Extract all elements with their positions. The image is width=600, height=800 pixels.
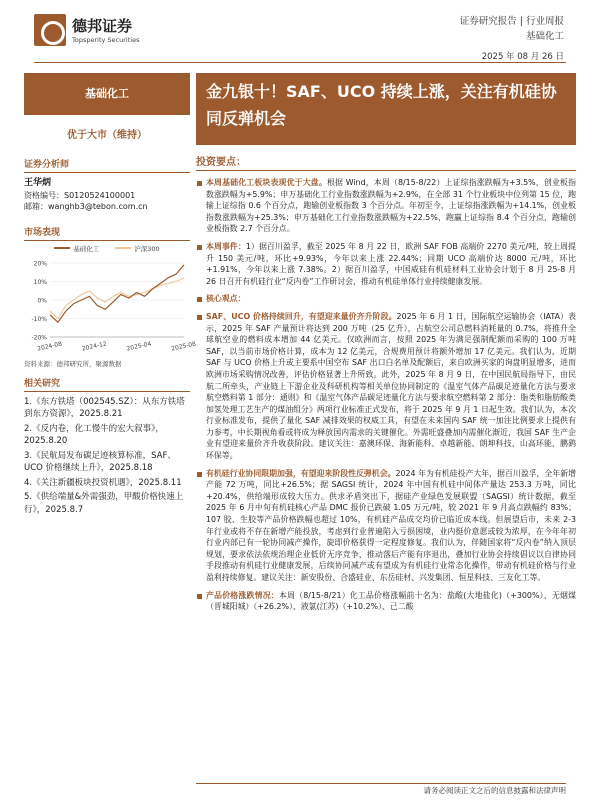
cert-label: 资格编号： bbox=[24, 190, 64, 200]
legend-swatch-csi300 bbox=[115, 247, 131, 249]
related-item[interactable]: 1.《东方铁塔（002545.SZ）：从东方铁塔到东方资源》，2025.8.21 bbox=[24, 396, 185, 419]
y-tick-label: 10% bbox=[33, 278, 47, 286]
bullet-text: 2025 年 6 月 1 日，国际航空运输协会（IATA）表示，2025 年 SAF 产量预计将达到 200 万吨（25 亿升），占航空公司总燃料消耗量的 0.7%，将推升全球航空业的燃料成本增加 44 亿美元。仅欧洲而言，按照 2025 年为满足强制配额而采购的 100 万吨 SAF，以当前市场价格计算，成本为 12 亿美元，合规费用预计将额外增加 17 亿美元。我们认为，近期 SAF 与 UCO 价格上升或主要系中国空布 SAF 出口白名单及配额后，来自欧洲买家的询盘明显增多，进而欧洲市场采购情况改善，评估价格显著上升所致。此外，2025 年 8 月 9 日，在中国民航局指导下，由民航二所牵头，产业链上下游企业及科研机构等相关单位协同制定的《温室气体产品碳足迹量化方法与要求航空燃料第 1 部分：通则》和《温室气体产品碳足迹量化方法与要求航空燃料第 2 部分：脂类和脂肪酸类加氢处理工艺生产的煤油组分》两项行业标准正式发布，将于 2025 年 9 月 1 日起生效。我们认为，本次行业标准发布，提供了量化 SAF 减排效果的权威工具，有望在未来国内 SAF 统一加注比例要求上提供有力参考，中长期视角看或将成为释放国内需求的关键催化。外需旺盛叠加内需催化渐近，我国 SAF 生产企业有望迎来量价齐升收获阶段。建议关注：嘉澳环保、海新能科、卓越新能、朗坤科技、山高环能、鹏鹞环保等。 bbox=[206, 311, 576, 461]
bullet-saf-uco bbox=[196, 311, 576, 462]
legend-item-csi300 bbox=[115, 244, 159, 253]
main-content bbox=[196, 73, 576, 613]
legend-item-chem bbox=[54, 244, 99, 253]
x-tick-label: 2025-08 bbox=[170, 340, 197, 353]
legend-swatch-chem bbox=[54, 247, 70, 249]
y-tick-label: -20% bbox=[31, 334, 47, 341]
x-tick-label: 2025-04 bbox=[126, 340, 153, 353]
related-item[interactable]: 5.《供给端量&外需强劲，甲酸价格快速上行》，2025.8.7 bbox=[24, 492, 184, 515]
y-tick-label: 20% bbox=[33, 260, 47, 267]
company-logo bbox=[34, 14, 164, 50]
footer-disclaimer: 请务必阅读正文之后的信息披露和法律声明 bbox=[423, 786, 566, 795]
bullet-lead: 产品价格涨跌情况： bbox=[206, 590, 279, 600]
bullet-silicone bbox=[196, 468, 576, 584]
sidebar bbox=[24, 73, 197, 518]
logo-name-cn: 德邦证券 bbox=[72, 17, 133, 35]
y-tick-label: -10% bbox=[31, 315, 47, 323]
related-item[interactable]: 2.《反内卷，化工慢牛的宏大叙事》，2025.8.20 bbox=[24, 423, 164, 446]
header-divider bbox=[34, 62, 566, 63]
bullet-lead: 本周基础化工板块表现优于大盘。 bbox=[206, 178, 327, 187]
report-type: 证券研究报告 | 行业周报 bbox=[459, 16, 564, 27]
legend-label-csi300: 沪深300 bbox=[134, 244, 160, 253]
bullet-prices bbox=[196, 590, 576, 613]
x-tick-label: 2024-08 bbox=[36, 340, 63, 353]
bullet-core-view bbox=[196, 293, 576, 305]
y-tick-label: 0% bbox=[37, 297, 47, 304]
related-list bbox=[24, 396, 190, 517]
sector-banner: 基础化工 bbox=[24, 73, 190, 115]
bullet-text: 根据 Wind，本周（8/15-8/22）上证综指涨跌幅为+3.5%，创业板指数涨跌幅为+5.9%；申万基础化工行业指数涨跌幅为+2.9%，在全部 31 个行业板块中位列第 15 位，跑输上证综指 0.6 个百分点，跑输创业板指数 3 个百分点。年初至今，上证综指涨跌幅为+14.1%，创业板指数涨跌幅为+25.3%；申万基础化工行业指数涨跌幅为+22.5%，跑赢上证综指 8.4 个百分点，跑输创业板指数 2.7 个百分点。 bbox=[206, 178, 576, 234]
related-heading: 相关研究 bbox=[24, 376, 190, 392]
analyst-info bbox=[24, 177, 190, 213]
report-title: 金九银十！SAF、UCO 持续上涨，关注有机硅协同反弹机会 bbox=[196, 73, 576, 145]
analyst-name: 王华炳 bbox=[24, 178, 52, 188]
bullet-text: 1）据百川盈孚，截至 2025 年 8 月 22 日，欧洲 SAF FOB 高端价 2270 美元/吨，较上周提升 150 美元/吨，环比+9.93%，今年以来上涨 22.44%；同期 UCO 高端价达 8000 元/吨，环比+1.91%，今年以来上涨 7.38%。2）据百川盈孚，中国威硅有机硅材料工业协会计划于 8 月 25-8 月 26 日召开有机硅行业“反内卷”工作研讨会，推动有机硅单体行业持续健康发展。 bbox=[206, 241, 576, 286]
analyst-heading: 证券分析师 bbox=[24, 157, 190, 173]
email-label: 邮箱： bbox=[24, 202, 48, 211]
related-item[interactable]: 3.《民航局发布碳足迹核算标准，SAF、UCO 价格继续上升》，2025.8.18 bbox=[24, 450, 176, 473]
logo-name-en: Topsperity Securities bbox=[72, 36, 140, 44]
bullet-market bbox=[196, 177, 576, 235]
chart-legend bbox=[24, 244, 190, 253]
report-industry: 基础化工 bbox=[525, 31, 564, 42]
chart-source: 资料来源：德邦研究所，聚源数据 bbox=[24, 359, 122, 368]
bullet-text: 2024 年为有机硅投产大年，据百川盈孚，全年新增产能 72 万吨，同比+26.5%；据 SAGSI 统计，2024 年中国有机硅中间体产量达 253.3 万吨，同比+20.4%，供给端形成较大压力。供求矛盾突出下，据硅产业绿色发展联盟（SAGSI）统计数据，截至 2025 年 6 月中旬有机硅核心产品 DMC 报价已跌破 1.05 万元/吨，较 2021 年 9 月高点跌幅约 83%；107 胶、生胶等产品价格跌幅也超过 10%，有机硅产品成交均价已临近成本线。但展望后市，未来 2-3 年行业或将不存在新增产能投放，考虑到行业普遍陷入亏损困境，业内挺价意愿或较为浓厚，在今年年初行业内部已有一轮协同减产操作，旋即价格获得一定程度修复。我们认为，伴随国家将“反内卷”纳入顶层规划，要求依法依规治理企业低价无序竞争，推动落后产能有序退出，叠加行业协会持续倡议以自律协同手段推动有机硅行业健康发展，后续协同减产或有望成为有机硅行业常态化操作，带动有机硅价格与行业盈利持续修复。建议关注：新安股份、合盛硅业、东岳硅材、兴发集团、恒星科技、三友化工等。 bbox=[206, 468, 576, 582]
cert-number: S0120524100001 bbox=[64, 190, 136, 200]
legend-label-chem: 基础化工 bbox=[73, 244, 100, 253]
report-date: 2025 年 08 月 26 日 bbox=[481, 52, 564, 62]
market-heading: 市场表现 bbox=[24, 225, 190, 241]
bullet-lead: 有机硅行业协同限期加强，有望迎来阶段性反弹机会。 bbox=[206, 468, 396, 478]
series-line bbox=[50, 264, 184, 321]
x-tick-label: 2024-12 bbox=[81, 340, 108, 353]
logo-mark-icon bbox=[34, 14, 66, 46]
bullet-lead: SAF、UCO 价格持续回升，有望迎来量价齐升阶段。 bbox=[206, 311, 397, 321]
key-points-heading: 投资要点： bbox=[196, 153, 576, 171]
bullet-events bbox=[196, 241, 576, 287]
market-chart bbox=[24, 257, 197, 355]
analyst-email[interactable]: wanghb3@tebon.com.cn bbox=[48, 202, 148, 211]
related-item[interactable]: 4.《关注新疆板块投资机遇》，2025.8.11 bbox=[24, 477, 182, 488]
footer-divider bbox=[196, 783, 566, 784]
market-chart-svg bbox=[24, 257, 197, 355]
bullet-text: 本周（8/15-8/21）化工品价格涨幅前十名为：盐酸(大地盐化)（+300%）、无烟煤（晋城阳城）（+26.2%）、液氯(江苏)（+10.2%）、己二酸 bbox=[206, 590, 576, 612]
bullet-lead: 本周事件： bbox=[206, 241, 246, 251]
bullet-lead: 核心观点： bbox=[206, 294, 246, 304]
report-header bbox=[460, 14, 564, 44]
sector-rating: 优于大市（维持） bbox=[67, 130, 147, 141]
